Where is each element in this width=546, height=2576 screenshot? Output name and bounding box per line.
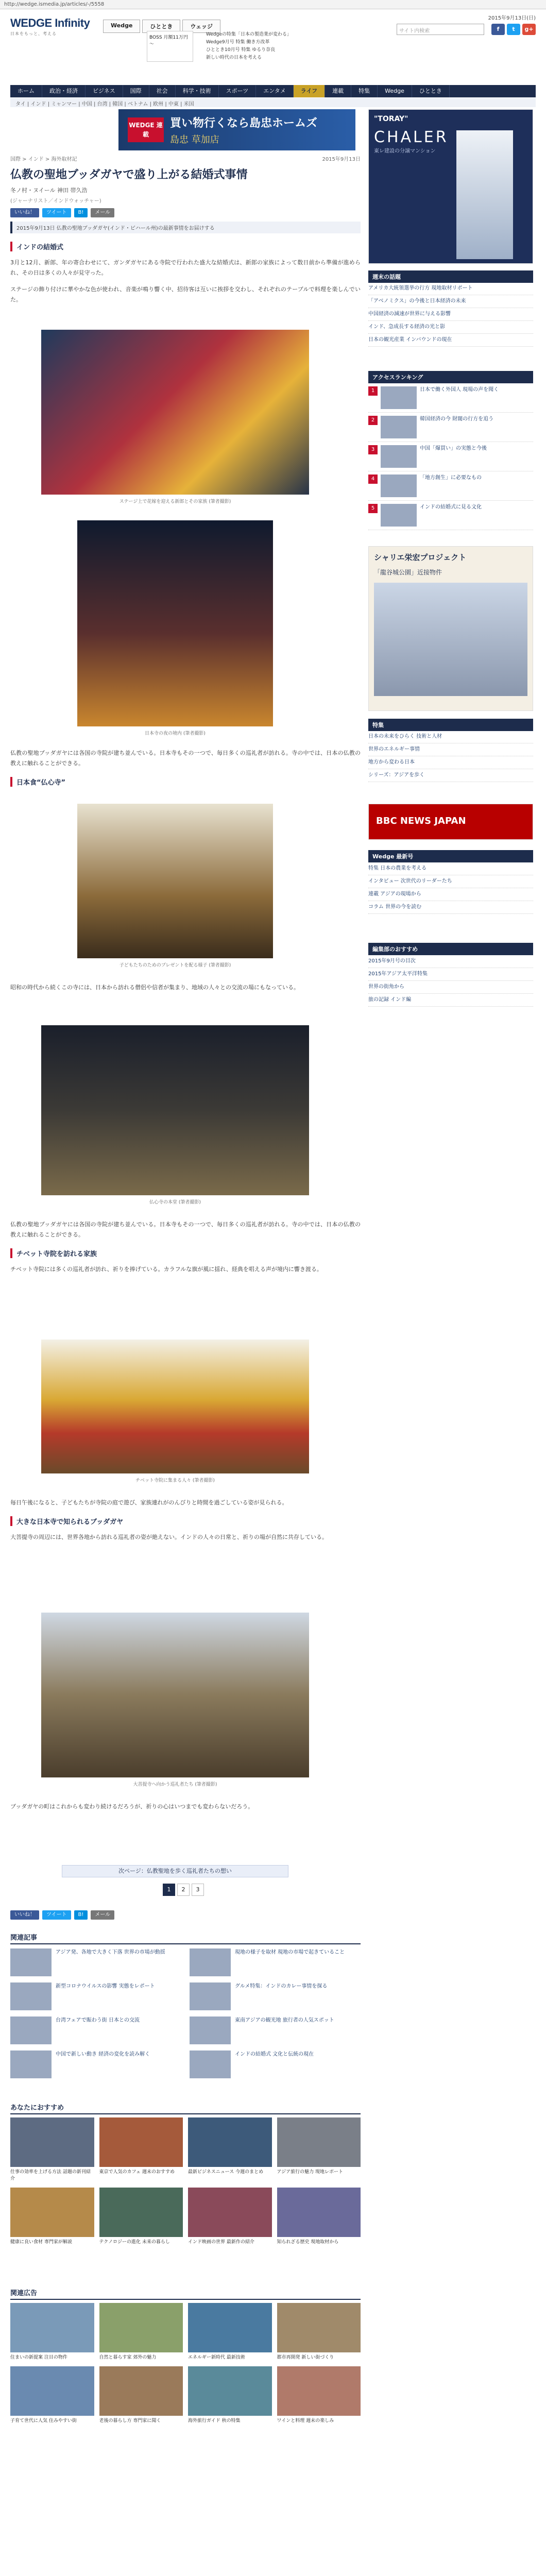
nav-item[interactable]: 政治・経済 (42, 85, 86, 97)
sidebar-list (368, 955, 533, 1007)
recommend-card[interactable] (10, 2188, 94, 2246)
related-title: 関連記事 (10, 1932, 361, 1944)
recommend-thumbnail (10, 2303, 94, 2352)
recommend-title: あなたにおすすめ (10, 2102, 361, 2114)
section-heading: インドの結婚式 (10, 242, 361, 251)
nav-item[interactable]: エンタメ (256, 85, 294, 97)
header-news-item[interactable]: 新しい時代の日本を考える (206, 55, 262, 60)
recommend-thumbnail (99, 2303, 183, 2352)
recommend-caption: ワインと料理 週末の楽しみ (277, 2418, 334, 2424)
recommend-thumbnail (277, 2303, 361, 2352)
ranking-thumbnail (381, 504, 417, 527)
ranking-title: 中国「爆買い」の実態と今後 (420, 446, 487, 451)
photo-caption: 日本寺の夜の境内 (筆者撮影) (145, 731, 206, 736)
sidebar-link[interactable]: 2015年アジア太平洋特集 (368, 968, 533, 981)
paragraph: 仏教の聖地ブッダガヤには各国の寺院が建ち並んでいる。日本寺もその一つで、毎日多くの巡礼者が訪れる。寺の中では、日本の仏教の教えに触れることができる。 (10, 750, 361, 767)
next-page-link[interactable]: 次ページ：仏教聖地を歩く巡礼者たちの想い (62, 1865, 288, 1877)
page-link[interactable]: 3 (192, 1884, 204, 1896)
ranking-thumbnail (381, 416, 417, 438)
nav-item[interactable]: Wedge (378, 85, 412, 97)
recommend-thumbnail (188, 2117, 272, 2167)
related-item[interactable] (10, 2050, 181, 2078)
project-headline: シャリエ栄宏プロジェクト (374, 553, 467, 562)
ranking-title: 韓国経済の今 財閥の行方を追う (420, 416, 494, 422)
related-title: インドの結婚式 文化と伝統の現在 (235, 2052, 314, 2057)
recommend-caption: 仕事の効率を上げる方法 話題の新刊紹介 (10, 2170, 91, 2181)
recommend-card[interactable] (277, 2117, 361, 2182)
bottom-share-buttons (10, 1910, 114, 1920)
ranking-item[interactable] (368, 471, 533, 501)
sidebar-link[interactable]: インタビュー 次世代のリーダーたち (368, 875, 533, 888)
rank-number: 3 (368, 445, 378, 454)
photo-caption: ステージ上で花嫁を迎える新郎とその家族 (筆者撮影) (119, 499, 231, 504)
sidebar-list (368, 282, 533, 347)
header-news-list (206, 31, 350, 62)
hatena-button[interactable]: B! (74, 1910, 88, 1920)
toray-brand: "TORAY" (374, 115, 408, 123)
paragraph: チベット寺院には多くの巡礼者が訪れ、祈りを捧げている。カラフルな旗が風に揺れ、経典を唱える声が境内に響き渡る。 (10, 1266, 322, 1273)
nav-item[interactable]: 連載 (325, 85, 351, 97)
related-item[interactable] (190, 2050, 361, 2078)
mail-button[interactable]: メール (91, 208, 114, 217)
page-link[interactable]: 2 (177, 1884, 190, 1896)
nav-item[interactable]: 特集 (351, 85, 378, 97)
header-news-item[interactable]: Wedge9月号 特集 働き方改革 (206, 40, 270, 45)
page-link[interactable]: 1 (163, 1884, 175, 1896)
ranking-thumbnail (381, 474, 417, 497)
related-thumbnail (10, 2050, 52, 2078)
ranking-title: インドの結婚式に見る文化 (420, 504, 482, 510)
banner-title: 買い物行くなら島忠ホームズ (170, 117, 318, 130)
paragraph: 毎日午後になると、子どもたちが寺院の庭で遊び、家族連れがのんびりと時間を過ごしている姿が見られる。 (10, 1499, 288, 1506)
related-title: 新型コロナウイルスの影響 実態をレポート (56, 1984, 155, 1989)
recommend2-title: 関連広告 (10, 2287, 361, 2300)
recommend-thumbnail (188, 2366, 272, 2416)
nav-item[interactable]: ライフ (294, 85, 325, 97)
recommend-caption: テクノロジーの進化 未来の暮らし (99, 2240, 170, 2245)
section-heading: 日本食“仏心寺” (10, 777, 361, 787)
article-section-2 (10, 742, 361, 787)
rank-number: 5 (368, 504, 378, 513)
related-thumbnail (10, 1982, 52, 2010)
sidebar-link[interactable]: 地方から変わる日本 (368, 756, 533, 769)
ranking-title: 日本で働く外国人 現場の声を聞く (420, 387, 499, 393)
nav-item[interactable]: 社会 (149, 85, 176, 97)
nav-item[interactable]: ひととき (412, 85, 450, 97)
recommend-caption: インド映画の世界 最新作の紹介 (188, 2240, 254, 2245)
article-section-2-text (10, 976, 361, 993)
recommend-caption: 子育て世代に人気 住みやすい街 (10, 2418, 77, 2424)
related-title: 中国で新しい動き 経済の変化を読み解く (56, 2052, 150, 2057)
related-thumbnail (190, 2050, 231, 2078)
hatena-button[interactable]: B! (74, 208, 88, 217)
sidebar-link[interactable]: アメリカ大統領選挙の行方 現地取材リポート (368, 282, 533, 295)
related-list (10, 1948, 361, 2078)
ranking-title: 「地方創生」に必要なもの (420, 475, 482, 481)
sidebar-link[interactable]: 連載 アジアの現場から (368, 888, 533, 901)
recommend-thumbnail (277, 2188, 361, 2237)
banner-subtitle: 島忠 草加店 (170, 134, 219, 145)
related-thumbnail (10, 2016, 52, 2044)
recommend-caption: 都市再開発 新しい街づくり (277, 2355, 334, 2360)
recommend-card[interactable] (277, 2303, 361, 2361)
sub-nav[interactable]: タイ | インド | ミャンマー | 中国 | 台湾 | 韓国 | ベトナム | 欧州 | 中東 | 米国 (10, 98, 536, 107)
ranking-item[interactable] (368, 442, 533, 471)
facebook-icon[interactable]: f (491, 24, 505, 35)
recommend-caption: 健康に良い食材 専門家が解説 (10, 2240, 72, 2245)
ranking-item[interactable] (368, 501, 533, 530)
recommend-card[interactable] (188, 2188, 272, 2246)
paragraph: ステージの飾り付けに華やかな色が使われ、音楽が鳴り響く中、招待客は互いに挨拶を交わし、それぞれのテーブルで料理を楽しんでいた。 (10, 286, 361, 303)
sidebar-heading: Wedge 最新号 (368, 850, 533, 862)
sidebar-link[interactable]: コラム 世界の今を読む (368, 901, 533, 914)
toray-ad[interactable] (368, 109, 533, 264)
pagination (163, 1884, 204, 1896)
recommend-thumbnail (10, 2188, 94, 2237)
article-section-4 (10, 1492, 361, 1543)
rank-number: 2 (368, 416, 378, 425)
paragraph: 3月と12月、新郎、年の寄合わせにて、ガンダガヤにある寺院で行われた盛大な結婚式は、新郎の家族によって数日前から準備が進められ、その日は多くの人々が見守った。 (10, 259, 361, 276)
recommend-thumbnail (10, 2117, 94, 2167)
sidebar-link[interactable]: 日本の未来をひらく 技術と人材 (368, 731, 533, 743)
google-plus-icon[interactable]: g+ (522, 24, 536, 35)
toray-sub: 東レ建設の分譲マンション (374, 148, 436, 154)
building-image (456, 130, 513, 259)
related-title: 東南アジアの観光地 旅行者の人気スポット (235, 2018, 334, 2023)
recommend-card[interactable] (10, 2366, 94, 2425)
section-heading: 大きな日本寺で知られるブッダガヤ (10, 1516, 361, 1526)
header-ad[interactable]: BOSS 月額11万円～ (147, 31, 193, 62)
header-tab-hitotoki[interactable]: ひととき (142, 20, 180, 33)
sidebar-link[interactable]: シリーズ：アジアを歩く (368, 769, 533, 782)
header-news-item[interactable]: ひととき10月号 特集 ゆるり奈良 (206, 47, 276, 53)
related-thumbnail (190, 1948, 231, 1976)
recommend-card[interactable] (188, 2117, 272, 2182)
nav-item[interactable]: ホーム (10, 85, 42, 97)
nav-item[interactable]: 国際 (123, 85, 149, 97)
recommend-thumbnail (10, 2366, 94, 2416)
sidebar-link[interactable]: 「アベノミクス」の今後と日本経済の未来 (368, 295, 533, 308)
breadcrumb[interactable]: 国際 > インド > 海外取材記 (10, 157, 77, 162)
header-social (491, 24, 536, 35)
bbc-news-banner[interactable]: BBC NEWS JAPAN (368, 804, 533, 840)
sidebar-link[interactable]: 中国経済の減速が世界に与える影響 (368, 308, 533, 321)
tibetan-temple-photo (41, 1340, 309, 1473)
header-tab-wedge-books[interactable]: ウェッジ (182, 20, 220, 33)
recommend-caption: 自然と暮らす家 郊外の魅力 (99, 2355, 157, 2360)
related-thumbnail (10, 1948, 52, 1976)
article-summary: 2015年9月13日 仏教の聖地ブッダガヤ(インド・ビハール州)の最新事情をお届けする (10, 222, 361, 233)
related-title: 台湾フェアで賑わう街 日本との交流 (56, 2018, 140, 2023)
article-title: 仏教の聖地ブッダガヤで盛り上がる結婚式事情 (10, 168, 248, 181)
related-thumbnail (190, 1982, 231, 2010)
recommend2-grid (10, 2303, 361, 2425)
article-section-5 (10, 1795, 361, 1812)
recommend-thumbnail (277, 2117, 361, 2167)
recommend-thumbnail (188, 2303, 272, 2352)
header-news-item[interactable]: Wedgeの特集「日本の製造業が変わる」 (206, 32, 292, 37)
logo-tagline: 日本をもっと、考える (10, 31, 57, 36)
main-nav (10, 85, 536, 97)
paragraph: 大菩提寺の周辺には、世界各地から訪れる巡礼者の姿が絶えない。インドの人々の日常と、祈りの場が自然に共存している。 (10, 1534, 328, 1540)
search-input[interactable]: サイト内検索 (397, 24, 484, 35)
related-item[interactable] (10, 1982, 181, 2010)
paragraph: ブッダガヤの町はこれからも変わり続けるだろうが、祈りの心はいつまでも変わらないだろう。 (10, 1803, 254, 1810)
facebook-like-button[interactable]: いいね！ (10, 208, 39, 217)
related-item[interactable] (10, 1948, 181, 1976)
sponsor-banner[interactable] (118, 109, 355, 150)
recommend-card[interactable] (99, 2366, 183, 2425)
paragraph: 仏教の聖地ブッダガヤには各国の寺院が建ち並んでいる。日本寺もその一つで、毎日多くの巡礼者が訪れる。寺の中では、日本の仏教の教えに触れることができる。 (10, 1221, 361, 1238)
recommend-thumbnail (99, 2188, 183, 2237)
photo-caption: チベット寺院に集まる人々 (筆者撮影) (135, 1478, 215, 1483)
recommend-card[interactable] (99, 2303, 183, 2361)
temple-exterior-photo (77, 804, 273, 958)
sidebar-list (368, 731, 533, 782)
recommend-card[interactable] (277, 2188, 361, 2246)
share-buttons (10, 208, 361, 217)
related-title: 現地の様子を取材 現地の市場で起きていること (235, 1950, 345, 1955)
paragraph: 昭和の時代から続くこの寺には、日本から訪れる僧侶や信者が集まり、地域の人々との交流の場にもなっている。 (10, 984, 299, 991)
publish-date: 2015年9月13日 (322, 157, 361, 162)
nav-item[interactable]: スポーツ (219, 85, 257, 97)
tweet-button[interactable]: ツイート (42, 1910, 71, 1920)
author-name[interactable]: 冬ノ村・ヌイール 神田 帯久浩 (10, 187, 88, 194)
recommend-caption: 知られざる歴史 現地取材から (277, 2240, 339, 2245)
related-item[interactable] (10, 2016, 181, 2044)
header-tab-wedge[interactable]: Wedge (103, 20, 140, 33)
sidebar-link[interactable]: 2015年9月号の目次 (368, 955, 533, 968)
header-date: 2015年9月13日(日) (488, 15, 536, 21)
related-item[interactable] (190, 1948, 361, 1976)
photo-caption: 子どもたちのためのプレゼントを配る様子 (筆者撮影) (119, 963, 231, 968)
project-building-image (374, 583, 527, 696)
article (10, 155, 361, 305)
toray-headline: CHALER (374, 128, 449, 146)
sidebar-link[interactable]: 世界の街角から (368, 981, 533, 994)
twitter-icon[interactable]: t (507, 24, 520, 35)
ranking-thumbnail (381, 445, 417, 468)
recommend-thumbnail (99, 2366, 183, 2416)
rank-number: 4 (368, 474, 378, 484)
sidebar-link[interactable]: 特集 日本の農業を考える (368, 862, 533, 875)
related-thumbnail (190, 2016, 231, 2044)
project-sub: 「龍谷城公園」近接物件 (374, 569, 442, 576)
nav-item[interactable]: ビジネス (86, 85, 123, 97)
related-item[interactable] (190, 1982, 361, 2010)
recommend-caption: エネルギー新時代 最新技術 (188, 2355, 245, 2360)
recommend-caption: 海外旅行ガイド 秋の特集 (188, 2418, 241, 2424)
recommend-caption: 老後の暮らし方 専門家に聞く (99, 2418, 161, 2424)
recommend-thumbnail (99, 2117, 183, 2167)
recommend-caption: 東京で人気のカフェ 週末のおすすめ (99, 2170, 175, 2175)
site-logo[interactable] (10, 16, 90, 37)
ranking-thumbnail (381, 386, 417, 409)
ranking-item[interactable] (368, 413, 533, 442)
url-bar[interactable]: http://wedge.ismedia.jp/articles/-/5558 (0, 0, 546, 9)
sidebar-link[interactable]: 世界のエネルギー事情 (368, 743, 533, 756)
article-section-3 (10, 1213, 361, 1275)
mail-button[interactable]: メール (91, 1910, 114, 1920)
wedding-stage-photo (41, 330, 309, 495)
sidebar-heading: 特集 (368, 719, 533, 731)
ranking-item[interactable] (368, 383, 533, 413)
sidebar-heading: 編集部のおすすめ (368, 943, 533, 955)
photo-caption: 大菩提寺へ向かう巡礼者たち (筆者撮影) (133, 1782, 217, 1787)
recommend-card[interactable] (10, 2303, 94, 2361)
tweet-button[interactable]: ツイート (42, 208, 71, 217)
sidebar-heading: アクセスランキング (368, 371, 533, 383)
night-temple-photo (77, 520, 273, 726)
recommend-card[interactable] (99, 2188, 183, 2246)
nav-item[interactable]: 科学・技術 (176, 85, 219, 97)
recommend-thumbnail (277, 2366, 361, 2416)
recommend-grid (10, 2117, 361, 2246)
ranking-list (368, 383, 533, 530)
recommend-card[interactable] (99, 2117, 183, 2182)
recommend-card[interactable] (10, 2117, 94, 2182)
toray-project-ad[interactable] (368, 546, 533, 711)
recommend-caption: アジア旅行の魅力 現地レポート (277, 2170, 344, 2175)
logo-text: WEDGE Infinity (10, 16, 90, 29)
sidebar-list (368, 862, 533, 914)
mahabodhi-temple-photo (41, 1613, 309, 1777)
recommend-card[interactable] (277, 2366, 361, 2425)
related-item[interactable] (190, 2016, 361, 2044)
photo-caption: 仏心寺の本堂 (筆者撮影) (149, 1200, 201, 1205)
sidebar-heading: 週末の話題 (368, 270, 533, 283)
sidebar-link[interactable]: インド、急成長する経済の光と影 (368, 321, 533, 334)
rank-number: 1 (368, 386, 378, 396)
related-title: アジア発、各地で大きく下落 世界の市場が動揺 (56, 1950, 165, 1955)
banner-tag: WEDGE 連載 (128, 117, 164, 142)
sidebar-link[interactable]: 旅の記録 インド編 (368, 994, 533, 1007)
recommend-thumbnail (188, 2188, 272, 2237)
section-heading: チベット寺院を訪れる家族 (10, 1248, 361, 1258)
recommend-card[interactable] (188, 2303, 272, 2361)
gathering-photo (41, 1025, 309, 1195)
facebook-like-button[interactable]: いいね！ (10, 1910, 39, 1920)
author-title: (ジャーナリスト／インドウォッチャー) (10, 198, 101, 204)
sidebar-link[interactable]: 日本の観光産業 インバウンドの現在 (368, 334, 533, 347)
recommend-card[interactable] (188, 2366, 272, 2425)
recommend-caption: 最新ビジネスニュース 今週のまとめ (188, 2170, 264, 2175)
recommend-caption: 住まいの新提案 注目の物件 (10, 2355, 67, 2360)
related-title: グルメ特集：インドのカレー事情を探る (235, 1984, 328, 1989)
